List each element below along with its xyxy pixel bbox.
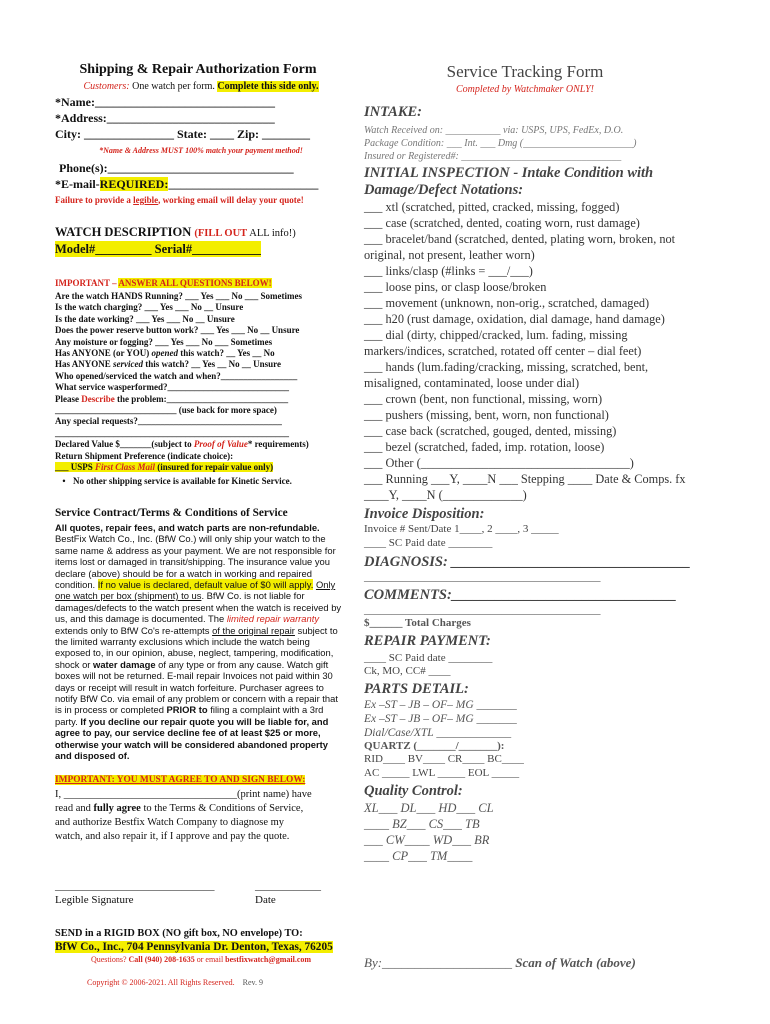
inspection-case-back[interactable]: ___ case back (scratched, gouged, dented, missing) — [364, 424, 617, 438]
inspection-other[interactable]: ___ Other (__________________________________) — [364, 456, 634, 470]
name-field[interactable]: *Name:______________________________ — [55, 95, 275, 109]
ac-lwl-eol-field[interactable]: AC _____ LWL _____ EOL _____ — [364, 766, 520, 779]
must-agree-text: IMPORTANT: YOU MUST AGREE TO AND SIGN BELOW: — [55, 775, 306, 786]
comments-blank[interactable]: ___________________________________________ — [364, 603, 601, 616]
important-questions-heading — [55, 278, 347, 288]
describe-a: Please — [55, 393, 82, 404]
shipping-repair-authorization-form — [55, 62, 347, 987]
service-tracking-form — [364, 62, 691, 970]
qc-line-3[interactable]: ___ CW____ WD___ BR — [364, 833, 490, 847]
left-form-title: Shipping & Repair Authorization Form — [79, 62, 317, 77]
quality-control-heading: Quality Control: — [364, 783, 463, 799]
declared-a: Declared Value $_______(subject to — [55, 439, 194, 450]
terms-t1: BestFix Watch Co., Inc. (BfW Co.) will only ship your watch to the same name & address as your payment. We are not responsible for items lost or damaged in transit/shipping. The insurance value you declare (above) should be for a watch in working and repaired condition. — [55, 533, 336, 590]
right-form-title: Service Tracking Form — [446, 62, 604, 81]
inspection-h20[interactable]: ___ h20 (rust damage, oxidation, dial damage, hand damage) — [364, 312, 665, 326]
special-requests-field[interactable]: Any special requests?________________________________ — [55, 416, 282, 427]
invoice-disposition-heading: Invoice Disposition: — [364, 506, 485, 522]
phone-number[interactable]: Call (940) 208-1635 — [128, 955, 195, 965]
proof-of-value: Proof of Value — [193, 439, 248, 450]
invoice-sent-field[interactable]: Invoice # Sent/Date 1____, 2 ____, 3 _____ — [364, 523, 559, 535]
questions-label: Questions? — [90, 955, 129, 965]
qc-line-4[interactable]: ____ CP___ TM____ — [364, 849, 473, 863]
inspection-dial[interactable]: ___ dial (dirty, chipped/cracked, lum. fading, missing markers/indices, scratched, rotated off center – dial feet) — [364, 328, 642, 358]
questions-list — [55, 291, 347, 487]
inspection-running[interactable]: ___ Running ___Y, ____N ___ Stepping ____ Date & Comps. fx ____Y, ____N (_____________) — [364, 472, 686, 502]
parts-line-3[interactable]: Dial/Case/XTL _____________ — [364, 726, 512, 739]
inspection-pushers[interactable]: ___ pushers (missing, bent, worn, non functional) — [364, 408, 609, 422]
terms-one-watch: Only one watch per box (shipment) to us — [55, 578, 336, 602]
email-prefix: *E-mail- — [55, 177, 100, 191]
package-condition-field[interactable]: Package Condition: ___ Int. ___ Dmg (______________________) — [364, 138, 637, 149]
phone-field[interactable]: Phone(s):_______________________________ — [59, 161, 294, 175]
usps-first-class: First Class Mail — [95, 462, 156, 473]
ship-to-address-text: BfW Co., Inc., 704 Pennsylvania Dr. Denton, Texas, 76205 — [55, 941, 333, 954]
terms-t3: . BfW Co. is not liable for damages/defects to the watch present when the watch is received by us, and this damage is documented. The — [55, 590, 342, 625]
model-serial-field[interactable]: Model#_________ Serial#___________ — [55, 242, 261, 256]
contact-line — [55, 955, 347, 964]
signature-label: Legible Signature — [55, 894, 134, 907]
email-required: REQUIRED: — [99, 177, 169, 191]
intake-heading: INTAKE: — [364, 104, 423, 120]
usps-b: (insured for repair value only) — [155, 462, 274, 473]
serviced-b: this watch? __ Yes __ No __ Unsure — [143, 359, 282, 370]
agree-2c: to the Terms & Conditions of Service, — [140, 803, 304, 815]
terms-water-damage: water damage — [93, 658, 156, 670]
city-state-zip-field[interactable]: City: _______________ State: ____ Zip: ________ — [55, 127, 310, 141]
terms-t4: extends only to BfW Co's re-attempts — [55, 624, 213, 636]
watch-description-label: WATCH DESCRIPTION — [55, 225, 192, 239]
question-power-reserve[interactable]: Does the power reserve button work? ___ Yes ___ No __ Unsure — [55, 325, 300, 336]
opened-a: Has ANYONE (or YOU) — [55, 348, 152, 359]
complete-this-side-only: Complete this side only. — [217, 81, 319, 92]
customers-label: Customers: — [83, 81, 130, 92]
qc-line-1[interactable]: XL___ DL___ HD___ CL — [364, 801, 494, 815]
terms-original-repair: of the original repair — [212, 624, 295, 636]
question-moisture[interactable]: Any moisture or fogging? ___ Yes ___ No ___ Sometimes — [55, 336, 273, 347]
usps-a: ___ USPS — [55, 462, 96, 473]
terms-body — [55, 522, 347, 762]
date-line[interactable]: ____________ — [255, 880, 321, 893]
question-date-working[interactable]: Is the date working? ___ Yes ___ No __ Unsure — [55, 313, 235, 324]
problem-continuation-line[interactable]: ___________________________ (use back for more space) — [55, 405, 277, 416]
what-service-field[interactable]: What service wasperformed?___________________________ — [55, 382, 289, 393]
inspection-case[interactable]: ___ case (scratched, dented, coating worn, rust damage) — [364, 216, 640, 230]
email-address[interactable]: bestfixwatch@gmail.com — [225, 955, 312, 965]
opened-b: this watch? __ Yes __ No — [178, 348, 275, 359]
scan-of-watch-label: Scan of Watch (above) — [512, 955, 636, 970]
revision-text: Rev. 9 — [242, 978, 264, 988]
email-field[interactable] — [55, 176, 347, 192]
failure-note — [55, 195, 347, 205]
no-other-shipping-text: No other shipping service is available for Kinetic Service. — [73, 475, 292, 486]
return-shipment-preference: Return Shipment Preference (indicate choice): — [55, 450, 234, 461]
by-field[interactable]: By:____________________ — [364, 955, 513, 970]
serviced-i: serviced — [113, 359, 143, 370]
address-field[interactable]: *Address:____________________________ — [55, 111, 275, 125]
signature-row — [55, 880, 347, 910]
agreement-text — [55, 788, 347, 844]
customers-text: One watch per form. — [129, 81, 218, 92]
terms-limited-warranty: limited repair warranty — [226, 613, 320, 625]
comments-field[interactable]: COMMENTS:_______________________________ — [364, 586, 677, 603]
copyright-line — [87, 978, 347, 987]
bullet-icon: • — [62, 475, 66, 486]
terms-prior-to: PRIOR to — [166, 704, 208, 716]
agree-2a: read and — [55, 803, 94, 815]
describe-problem-field[interactable] — [55, 394, 347, 405]
terms-t7: filing a complaint with a 3rd party. — [55, 704, 324, 727]
inspection-hands[interactable]: ___ hands (lum.fading/cracking, missing, scratched, bent, misaligned, contaminated, loose under dial) — [364, 360, 649, 390]
who-serviced-field[interactable]: Who opened/serviced the watch and when?_________________ — [55, 370, 298, 381]
parts-detail-heading: PARTS DETAIL: — [364, 680, 469, 697]
signature-line[interactable]: _____________________________ — [55, 880, 215, 893]
quartz-field[interactable]: QUARTZ (_______/_______): — [364, 739, 505, 752]
print-name-field[interactable]: I, _________________________________(print name) have — [55, 789, 312, 801]
or-email: or email — [194, 955, 226, 965]
question-opened[interactable] — [55, 348, 347, 359]
usps-option[interactable] — [55, 462, 347, 473]
all-info-label: ALL info!) — [247, 228, 296, 239]
fill-out-label: (FILL OUT — [194, 228, 248, 239]
agree-2b: fully agree — [93, 803, 141, 815]
inspection-bezel[interactable]: ___ bezel (scratched, faded, imp. rotation, loose) — [364, 440, 605, 454]
terms-nonrefundable: All quotes, repair fees, and watch parts are non-refundable. — [55, 521, 320, 533]
agree-line-2 — [55, 802, 347, 816]
important-label: IMPORTANT – — [55, 278, 119, 288]
sc-paid-field[interactable]: ____ SC Paid date ________ — [364, 536, 493, 549]
send-instructions: SEND in a RIGID BOX (NO gift box, NO envelope) TO: — [55, 928, 303, 940]
special-requests-blank[interactable]: ____________________________________________________ — [55, 427, 289, 438]
question-serviced[interactable] — [55, 359, 347, 370]
initial-inspection-heading: INITIAL INSPECTION - Intake Condition with Damage/Defect Notations: — [364, 165, 654, 198]
usps-option-highlight — [55, 462, 273, 472]
insured-registered-field[interactable]: Insured or Registered#: ________________________________ — [364, 151, 622, 162]
parts-line-1[interactable]: Ex –ST – JB – OF– MG _______ — [364, 698, 517, 711]
failure-note-a: Failure to provide a — [55, 195, 134, 205]
repair-sc-paid-field[interactable]: ____ SC Paid date ________ — [364, 651, 493, 664]
terms-default-value: If no value is declared, default value of $0 will apply. — [97, 578, 314, 590]
opened-i: opened — [151, 348, 178, 359]
failure-note-b: , working email will delay your quote! — [158, 195, 304, 205]
name-address-note: *Name & Address MUST 100% match your payment method! — [99, 146, 303, 155]
agree-line-3: and authorize Bestfix Watch Company to diagnose my — [55, 817, 285, 829]
inspection-crystal[interactable]: ___ xtl (scratched, pitted, cracked, missing, fogged) — [364, 200, 620, 214]
scan-of-watch-line — [364, 955, 636, 971]
terms-t5: subject to the limited warranty exclusions which include the watch being exposed to, in our opinion, abuse, neglect, tampering, modification, shock or — [55, 624, 338, 670]
copyright-text: Copyright © 2006-2021. All Rights Reserved. — [87, 978, 235, 988]
inspection-movement[interactable]: ___ movement (unknown, non-orig., scratched, damaged) — [364, 296, 650, 310]
describe-red: Describe — [81, 393, 115, 404]
no-other-shipping — [55, 476, 347, 487]
inspection-bracelet[interactable]: ___ bracelet/band (scratched, dented, plating worn, broken, not original, not present, leather worn) — [364, 232, 676, 262]
rid-bv-cr-bc-field[interactable]: RID____ BV____ CR____ BC____ — [364, 753, 524, 765]
declared-b: * requirements) — [247, 439, 309, 450]
describe-b: the problem:___________________________ — [114, 393, 289, 404]
diagnosis-blank[interactable]: ___________________________________________ — [364, 571, 601, 583]
terms-decline-fee: If you decline our repair quote you will be liable for, and agree to pay, our service decline fee of at least $25 or more, otherwise your watch will be considered abandoned property and disposed of. — [55, 715, 329, 762]
diagnosis-field[interactable]: DIAGNOSIS: _________________________________ — [364, 554, 691, 570]
terms-t6: of any type or from any cause. Watch gift boxes will not be returned. E-mail repair Invoices not paid within 30 days or receipt will result in watch forfeiture. Purchaser agrees to notify BfW Co. via email of any problem or concern with a repair that is in process or completed — [55, 658, 338, 716]
inspection-crown[interactable]: ___ crown (bent, non functional, missing, worn) — [364, 392, 603, 406]
must-agree-heading — [55, 775, 347, 785]
serviced-a: Has ANYONE — [55, 359, 114, 370]
watch-received-field[interactable]: Watch Received on: ___________ via: USPS, UPS, FedEx, D.O. — [364, 125, 624, 136]
declared-value-field[interactable] — [55, 439, 347, 450]
completed-by-note: Completed by Watchmaker ONLY! — [455, 84, 595, 95]
repair-payment-heading: REPAIR PAYMENT: — [364, 632, 491, 649]
terms-title: Service Contract/Terms & Conditions of Service — [55, 506, 288, 519]
question-hands-running[interactable]: Are the watch HANDS Running? ___ Yes ___ No ___ Sometimes — [55, 291, 302, 301]
failure-note-legible: legible — [133, 195, 159, 205]
inspection-list — [364, 199, 686, 503]
ship-to-address — [55, 941, 347, 953]
customers-note — [55, 81, 347, 92]
total-charges-field[interactable]: $______ Total Charges — [364, 617, 471, 629]
watch-description-heading — [55, 225, 347, 240]
question-charging[interactable]: Is the watch charging? ___ Yes ___ No __ Unsure — [55, 302, 244, 313]
qc-line-2[interactable]: ____ BZ___ CS___ TB — [364, 817, 480, 831]
agree-line-4: watch, and also repair it, if I approve and pay the quote. — [55, 831, 290, 843]
inspection-loose-pins[interactable]: ___ loose pins, or clasp loose/broken — [364, 280, 547, 294]
email-blank: _________________________ — [168, 177, 319, 191]
date-label: Date — [255, 894, 276, 907]
payment-method-field[interactable]: Ck, MO, CC# ____ — [364, 665, 451, 677]
parts-line-2[interactable]: Ex –ST – JB – OF– MG _______ — [364, 712, 517, 725]
inspection-links-clasp[interactable]: ___ links/clasp (#links = ___/___) — [364, 264, 533, 278]
answer-all-questions: ANSWER ALL QUESTIONS BELOW! — [118, 278, 272, 288]
